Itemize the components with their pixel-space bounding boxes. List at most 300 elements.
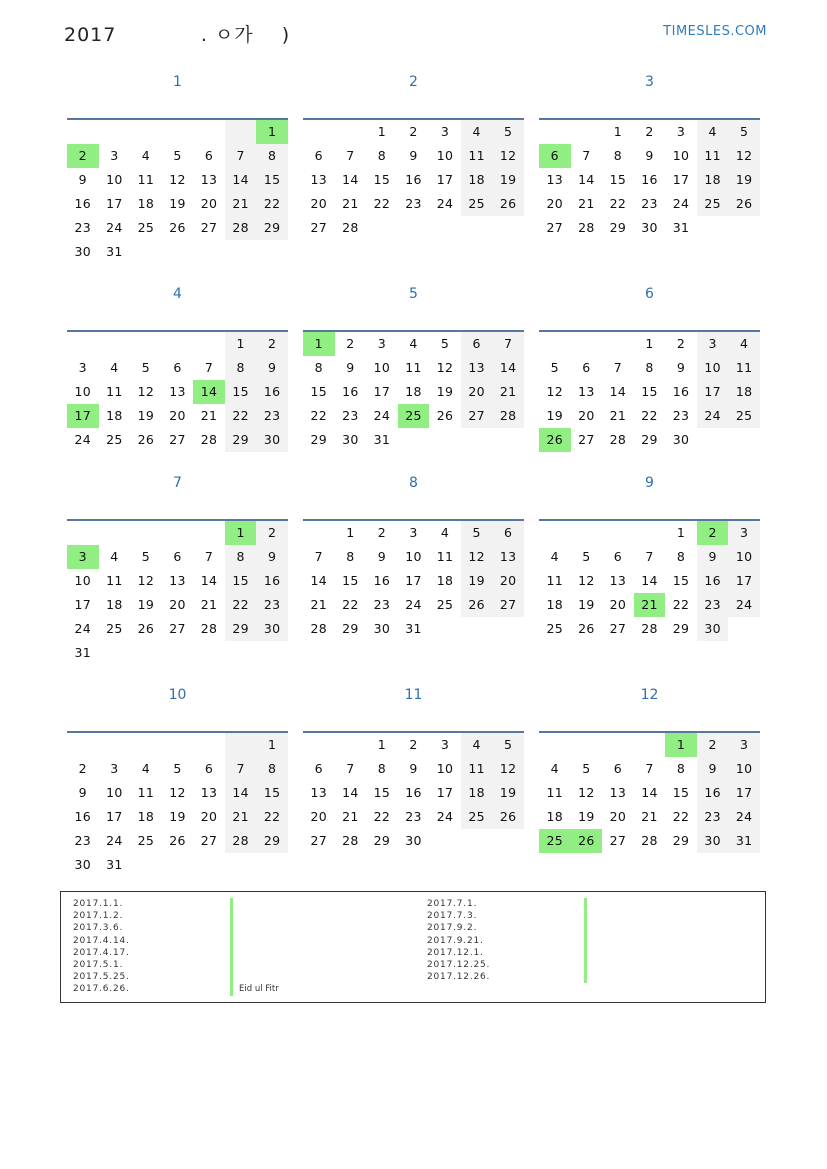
day-cell: 1	[377, 124, 387, 139]
month-name: 11	[404, 687, 423, 703]
day-cell: 6	[461, 332, 493, 356]
day-cell: 12	[492, 757, 524, 781]
empty-cell	[130, 733, 162, 757]
empty-cell	[67, 332, 99, 356]
day-cell: 5	[173, 761, 182, 776]
day-cell: 5	[582, 549, 591, 564]
day-cell: 6	[613, 761, 623, 776]
day-cell: 21	[342, 196, 359, 211]
day-cell: 23	[405, 809, 422, 824]
month-grid	[303, 733, 524, 853]
day-cell: 29	[373, 833, 391, 848]
day-cell: 15	[373, 785, 391, 800]
day-cell: 10	[74, 573, 92, 588]
week-row	[539, 120, 760, 144]
day-cell: 22	[672, 809, 690, 824]
empty-cell	[256, 641, 288, 665]
day-cell: 14	[225, 168, 257, 192]
day-cell: 11	[697, 144, 729, 168]
day-cell: 8	[377, 761, 387, 776]
day-cell: 22	[256, 805, 288, 829]
day-cell: 7	[204, 549, 214, 564]
day-cell: 24	[436, 196, 454, 211]
day-cell: 25	[546, 621, 564, 636]
day-cell: 26	[169, 220, 186, 235]
empty-cell	[130, 641, 162, 665]
day-cell: 21	[641, 809, 658, 824]
day-cell: 5	[173, 148, 182, 163]
empty-cell	[539, 332, 571, 356]
day-cell: 3	[110, 761, 119, 776]
week-row	[539, 428, 760, 452]
empty-cell	[193, 332, 225, 356]
day-cell: 27	[310, 220, 328, 235]
day-cell: 14	[492, 356, 524, 380]
day-cell: 26	[571, 829, 603, 853]
empty-cell	[539, 733, 571, 757]
empty-cell	[130, 521, 162, 545]
day-cell: 19	[492, 781, 524, 805]
week-row	[67, 805, 288, 829]
day-cell: 20	[200, 809, 218, 824]
day-cell: 9	[256, 356, 288, 380]
holiday-marker	[230, 910, 233, 922]
empty-cell	[571, 120, 603, 144]
day-cell: 21	[492, 380, 524, 404]
day-cell: 14	[200, 573, 218, 588]
empty-cell	[571, 521, 603, 545]
day-cell: 23	[256, 593, 288, 617]
holiday-date: 2017.12.25.	[427, 959, 491, 970]
week-row	[67, 593, 288, 617]
empty-cell	[429, 216, 461, 240]
day-cell: 14	[193, 380, 225, 404]
day-cell: 12	[137, 573, 155, 588]
empty-cell	[162, 240, 194, 264]
day-cell: 24	[373, 408, 391, 423]
week-row	[303, 805, 524, 829]
day-cell: 10	[697, 356, 729, 380]
day-cell: 3	[440, 124, 450, 139]
holiday-marker	[230, 935, 233, 947]
day-cell: 25	[106, 621, 123, 636]
empty-cell	[634, 521, 666, 545]
day-cell: 12	[436, 360, 454, 375]
day-cell: 4	[141, 761, 151, 776]
day-cell: 4	[141, 148, 151, 163]
holiday-marker	[584, 971, 587, 983]
week-row	[539, 733, 760, 757]
day-cell: 31	[728, 829, 760, 853]
day-cell: 13	[200, 172, 218, 187]
day-cell: 11	[436, 549, 454, 564]
day-cell: 13	[169, 573, 186, 588]
week-row	[303, 617, 524, 641]
day-cell: 13	[578, 384, 595, 399]
day-cell: 28	[641, 621, 658, 636]
empty-cell	[335, 120, 367, 144]
day-cell: 12	[578, 785, 595, 800]
day-cell: 7	[582, 148, 591, 163]
day-cell: 4	[461, 733, 493, 757]
month-name: 12	[640, 687, 659, 703]
day-cell: 28	[492, 404, 524, 428]
day-cell: 14	[225, 781, 257, 805]
day-cell: 6	[613, 549, 623, 564]
day-cell: 2	[697, 733, 729, 757]
day-cell: 5	[550, 360, 559, 375]
day-cell: 22	[225, 593, 257, 617]
day-cell: 21	[200, 597, 218, 612]
week-row	[67, 380, 288, 404]
week-row	[539, 216, 760, 240]
day-cell: 14	[342, 785, 359, 800]
day-cell: 24	[74, 432, 92, 447]
day-cell: 9	[78, 172, 87, 187]
empty-cell	[602, 332, 634, 356]
empty-cell	[193, 733, 225, 757]
week-row	[303, 545, 524, 569]
week-row	[67, 757, 288, 781]
day-cell: 1	[256, 733, 288, 757]
holiday-date: 2017.5.25.	[73, 972, 130, 983]
day-cell: 6	[204, 761, 214, 776]
empty-cell	[429, 829, 461, 853]
day-cell: 18	[436, 573, 454, 588]
day-cell: 7	[613, 360, 623, 375]
day-cell: 26	[169, 833, 186, 848]
day-cell: 24	[728, 805, 760, 829]
empty-cell	[162, 641, 194, 665]
day-cell: 20	[546, 196, 564, 211]
day-cell: 3	[676, 124, 686, 139]
day-cell: 19	[578, 597, 595, 612]
day-cell: 4	[550, 549, 559, 564]
week-row	[67, 144, 288, 168]
day-cell: 16	[373, 573, 391, 588]
day-cell: 14	[609, 384, 627, 399]
day-cell: 16	[256, 380, 288, 404]
day-cell: 6	[173, 549, 182, 564]
day-cell: 28	[342, 833, 359, 848]
empty-cell	[461, 617, 493, 641]
day-cell: 27	[200, 220, 218, 235]
day-cell: 9	[256, 545, 288, 569]
empty-cell	[539, 521, 571, 545]
day-cell: 3	[78, 360, 87, 375]
day-cell: 27	[169, 432, 186, 447]
day-cell: 1	[225, 332, 257, 356]
day-cell: 29	[672, 833, 690, 848]
empty-cell	[162, 733, 194, 757]
day-cell: 25	[697, 192, 729, 216]
week-row	[303, 428, 524, 452]
day-cell: 12	[492, 144, 524, 168]
day-cell: 20	[310, 196, 328, 211]
holiday-date: 2017.4.14.	[73, 935, 130, 946]
day-cell: 25	[398, 404, 430, 428]
day-cell: 4	[110, 549, 119, 564]
month-grid	[539, 120, 760, 240]
day-cell: 7	[225, 757, 257, 781]
day-cell: 30	[672, 432, 690, 447]
empty-cell	[728, 428, 760, 452]
day-cell: 17	[67, 404, 99, 428]
day-cell: 19	[492, 168, 524, 192]
week-row	[303, 757, 524, 781]
day-cell: 3	[440, 737, 450, 752]
day-cell: 30	[697, 617, 729, 641]
day-cell: 18	[546, 597, 564, 612]
day-cell: 2	[697, 521, 729, 545]
day-cell: 17	[106, 196, 123, 211]
day-cell: 8	[256, 757, 288, 781]
day-cell: 25	[137, 833, 155, 848]
day-cell: 7	[346, 148, 355, 163]
empty-cell	[99, 120, 131, 144]
day-cell: 1	[377, 737, 387, 752]
day-cell: 22	[373, 196, 391, 211]
day-cell: 21	[609, 408, 627, 423]
day-cell: 30	[256, 428, 288, 452]
empty-cell	[193, 853, 225, 877]
day-cell: 29	[256, 829, 288, 853]
empty-cell	[461, 829, 493, 853]
day-cell: 18	[106, 597, 123, 612]
day-cell: 16	[641, 172, 658, 187]
week-row	[67, 853, 288, 877]
day-cell: 18	[137, 809, 155, 824]
day-cell: 12	[546, 384, 564, 399]
empty-cell	[225, 853, 257, 877]
week-row	[539, 168, 760, 192]
day-cell: 15	[641, 384, 658, 399]
holiday-date: 2017.9.21.	[427, 935, 484, 946]
day-cell: 27	[578, 432, 595, 447]
day-cell: 5	[582, 761, 591, 776]
day-cell: 18	[405, 384, 422, 399]
day-cell: 23	[342, 408, 359, 423]
week-row	[67, 829, 288, 853]
day-cell: 2	[78, 761, 87, 776]
day-cell: 23	[74, 220, 92, 235]
week-row	[303, 593, 524, 617]
holiday-date: 2017.4.17.	[73, 947, 130, 958]
empty-cell	[492, 829, 524, 853]
holiday-marker	[230, 947, 233, 959]
empty-cell	[492, 216, 524, 240]
day-cell: 2	[346, 336, 355, 351]
empty-cell	[429, 428, 461, 452]
day-cell: 11	[137, 785, 155, 800]
holiday-date: 2017.9.2.	[427, 923, 478, 934]
day-cell: 26	[578, 621, 595, 636]
day-cell: 16	[256, 569, 288, 593]
month-name: 1	[173, 74, 182, 90]
day-cell: 6	[204, 148, 214, 163]
day-cell: 31	[74, 645, 92, 660]
day-cell: 29	[672, 621, 690, 636]
week-row	[303, 404, 524, 428]
day-cell: 30	[697, 829, 729, 853]
day-cell: 2	[676, 336, 686, 351]
empty-cell	[429, 617, 461, 641]
day-cell: 17	[74, 597, 92, 612]
day-cell: 10	[672, 148, 690, 163]
holiday-marker	[230, 971, 233, 983]
day-cell: 14	[578, 172, 595, 187]
day-cell: 6	[582, 360, 591, 375]
day-cell: 4	[697, 120, 729, 144]
week-row	[303, 168, 524, 192]
day-cell: 16	[74, 809, 92, 824]
week-row	[67, 733, 288, 757]
day-cell: 27	[492, 593, 524, 617]
day-cell: 20	[578, 408, 595, 423]
day-cell: 25	[461, 805, 493, 829]
empty-cell	[99, 733, 131, 757]
day-cell: 28	[641, 833, 658, 848]
holiday-date: 2017.1.1.	[73, 899, 124, 909]
holiday-marker	[230, 959, 233, 971]
day-cell: 25	[436, 597, 454, 612]
day-cell: 13	[609, 785, 627, 800]
day-cell: 18	[461, 168, 493, 192]
week-row	[67, 545, 288, 569]
day-cell: 7	[645, 761, 654, 776]
empty-cell	[193, 120, 225, 144]
day-cell: 14	[641, 573, 658, 588]
day-cell: 21	[342, 809, 359, 824]
day-cell: 25	[137, 220, 155, 235]
day-cell: 6	[314, 761, 323, 776]
day-cell: 22	[373, 809, 391, 824]
day-cell: 9	[697, 757, 729, 781]
empty-cell	[99, 521, 131, 545]
day-cell: 2	[256, 521, 288, 545]
day-cell: 29	[641, 432, 658, 447]
week-row	[67, 569, 288, 593]
day-cell: 23	[697, 805, 729, 829]
empty-cell	[67, 733, 99, 757]
month-grid	[539, 733, 760, 853]
empty-cell	[571, 332, 603, 356]
day-cell: 25	[461, 192, 493, 216]
empty-cell	[461, 216, 493, 240]
day-cell: 30	[405, 833, 422, 848]
month-name: 10	[168, 687, 187, 703]
day-cell: 19	[169, 809, 186, 824]
empty-cell	[492, 617, 524, 641]
week-row	[67, 356, 288, 380]
empty-cell	[492, 428, 524, 452]
day-cell: 18	[106, 408, 123, 423]
day-cell: 28	[578, 220, 595, 235]
week-row	[303, 216, 524, 240]
day-cell: 7	[645, 549, 654, 564]
week-row	[539, 380, 760, 404]
day-cell: 12	[461, 545, 493, 569]
month-name: 2	[409, 74, 418, 90]
day-cell: 28	[225, 829, 257, 853]
empty-cell	[99, 332, 131, 356]
week-row	[67, 216, 288, 240]
day-cell: 16	[405, 785, 422, 800]
day-cell: 27	[609, 833, 627, 848]
week-row	[303, 356, 524, 380]
day-cell: 11	[461, 757, 493, 781]
day-cell: 15	[256, 781, 288, 805]
day-cell: 19	[546, 408, 564, 423]
day-cell: 8	[377, 148, 387, 163]
day-cell: 17	[373, 384, 391, 399]
week-row	[539, 404, 760, 428]
empty-cell	[130, 120, 162, 144]
empty-cell	[225, 240, 257, 264]
day-cell: 28	[200, 621, 218, 636]
day-cell: 29	[609, 220, 627, 235]
day-cell: 1	[346, 525, 355, 540]
empty-cell	[256, 240, 288, 264]
day-cell: 30	[74, 244, 92, 259]
day-cell: 31	[106, 244, 123, 259]
day-cell: 20	[200, 196, 218, 211]
day-cell: 27	[546, 220, 564, 235]
day-cell: 13	[492, 545, 524, 569]
day-cell: 28	[342, 220, 359, 235]
day-cell: 1	[665, 733, 697, 757]
empty-cell	[130, 332, 162, 356]
day-cell: 5	[492, 120, 524, 144]
month-grid	[67, 521, 288, 665]
week-row	[67, 404, 288, 428]
day-cell: 11	[728, 356, 760, 380]
week-row	[539, 521, 760, 545]
day-cell: 12	[578, 573, 595, 588]
day-cell: 19	[169, 196, 186, 211]
day-cell: 3	[728, 733, 760, 757]
day-cell: 3	[409, 525, 418, 540]
day-cell: 6	[173, 360, 182, 375]
day-cell: 17	[436, 785, 454, 800]
day-cell: 3	[67, 545, 99, 569]
day-cell: 26	[436, 408, 454, 423]
day-cell: 10	[106, 785, 123, 800]
day-cell: 12	[728, 144, 760, 168]
holiday-date: 2017.3.6.	[73, 923, 124, 934]
week-row	[303, 733, 524, 757]
day-cell: 24	[672, 196, 690, 211]
day-cell: 13	[546, 172, 564, 187]
day-cell: 22	[310, 408, 328, 423]
day-cell: 9	[377, 549, 387, 564]
week-row	[539, 545, 760, 569]
day-cell: 20	[169, 408, 186, 423]
day-cell: 10	[728, 545, 760, 569]
day-cell: 28	[310, 621, 328, 636]
site-link[interactable]: TIMESLES.COM	[663, 24, 767, 39]
empty-cell	[162, 521, 194, 545]
day-cell: 22	[641, 408, 658, 423]
month-grid	[539, 332, 760, 452]
empty-cell	[303, 120, 335, 144]
empty-cell	[697, 216, 729, 240]
day-cell: 25	[106, 432, 123, 447]
day-cell: 24	[106, 220, 123, 235]
week-row	[539, 332, 760, 356]
day-cell: 4	[440, 525, 450, 540]
day-cell: 22	[609, 196, 627, 211]
